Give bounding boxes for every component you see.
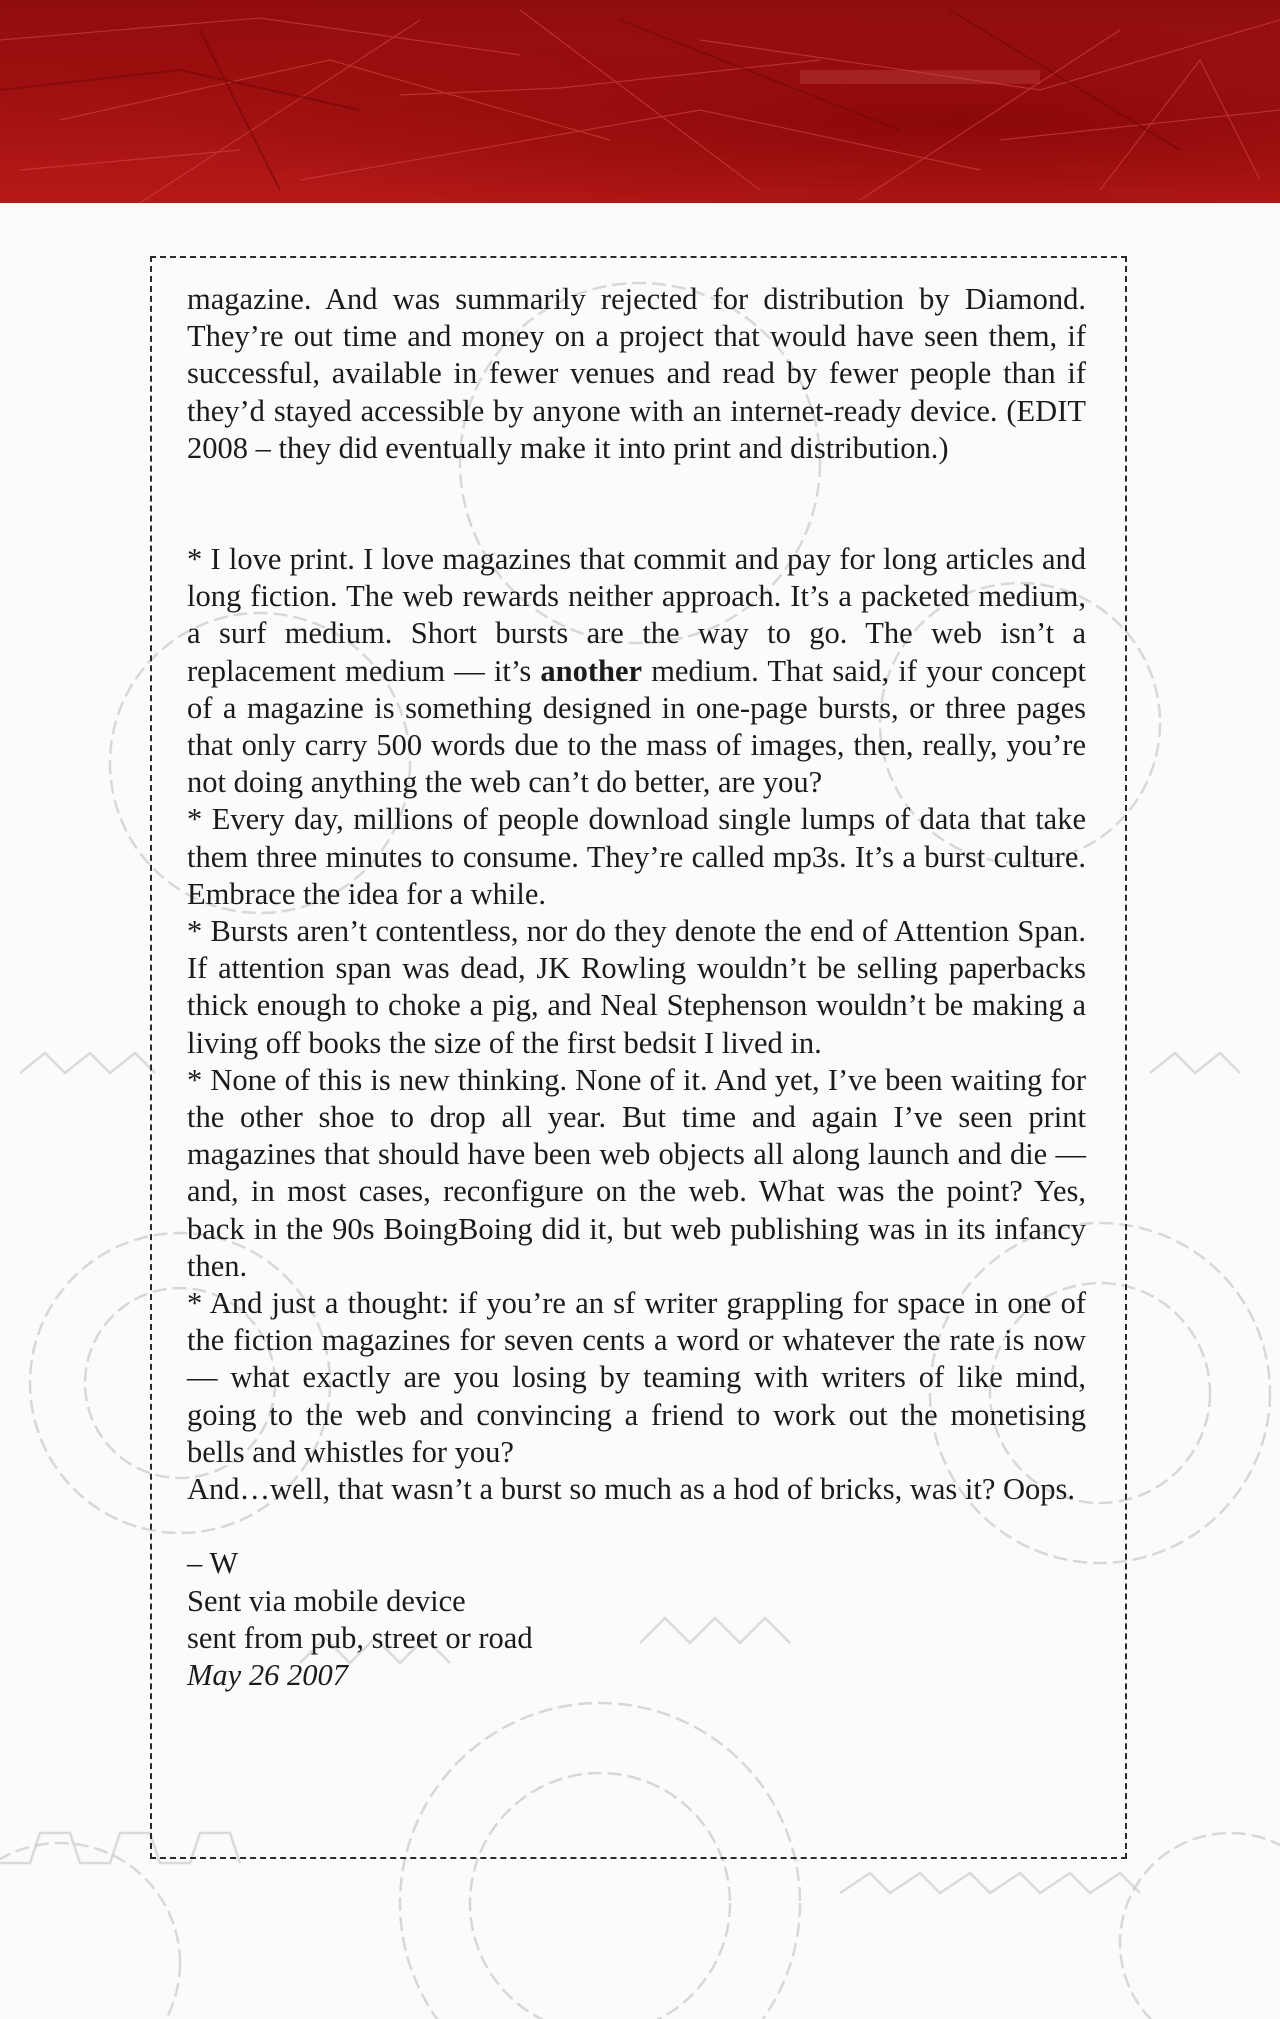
signature-date: May 26 2007 [187,1657,348,1692]
closing-paragraph: And…well, that wasn’t a burst so much as a hod of bricks, was it? Oops. [187,1472,1076,1507]
intro-paragraph: magazine. And was summarily rejected for distribution by Diamond. They’re out time and money on a project that would have seen them, if successful, available in fewer venues and read by fewer people than if they’d stayed accessible by anyone with an internet-ready device. (EDIT 2008 – they did eventually make it into print and distribution.) [187,282,1086,465]
point-1-text-end: medium. That said, if your concept of a magazine is something designed in one-page bursts, or three pages that only carry 500 words due to the mass of images, then, really, you’re not doing anything the web can’t do better, are you? [187,653,1087,800]
signature-line-2: sent from pub, street or road [187,1620,533,1655]
point-1-text-start: * I love print. I love magazines that commit and pay for long articles and long fiction. The web rewards neither approach. It’s a packeted medium, a surf medium. Short bursts are the way to go. The web isn’t a replacement medium — it’s [187,542,1086,688]
article-body [187,281,1086,1694]
signature-spacer [187,1508,1086,1545]
paragraph-spacer [187,467,1086,541]
point-3: * Bursts aren’t contentless, nor do they denote the end of Attention Span. If attention span was dead, JK Rowling wouldn’t be selling paperbacks thick enough to choke a pig, and Neal Stephenson wouldn’t be making a living off books the size of the first bedsit I lived in. [187,914,1086,1060]
scratch-texture [0,0,1280,203]
point-1-emphasis: another [540,653,643,688]
point-5: * And just a thought: if you’re an sf writer grappling for space in one of the fiction magazines for seven cents a word or whatever the rate is now — what exactly are you losing by teaming with writers of like mind, going to the web and convincing a friend to work out the monetising bells and whistles for you? [187,1286,1086,1469]
point-4: * None of this is new thinking. None of it. And yet, I’ve been waiting for the other shoe to drop all year. But time and again I’ve seen print magazines that should have been web objects all along launch and die — and, in most cases, reconfigure on the web. What was the point? Yes, back in the 90s BoingBoing did it, but web publishing was in its infancy then. [187,1062,1086,1283]
point-2: * Every day, millions of people download single lumps of data that take them three minutes to consume. They’re called mp3s. It’s a burst culture. Embrace the idea for a while. [187,802,1086,911]
header-banner [0,0,1280,203]
signature-block [187,1545,1086,1694]
signature-name: – W [187,1546,239,1581]
point-1 [187,541,1086,801]
signature-line-1: Sent via mobile device [187,1583,466,1618]
